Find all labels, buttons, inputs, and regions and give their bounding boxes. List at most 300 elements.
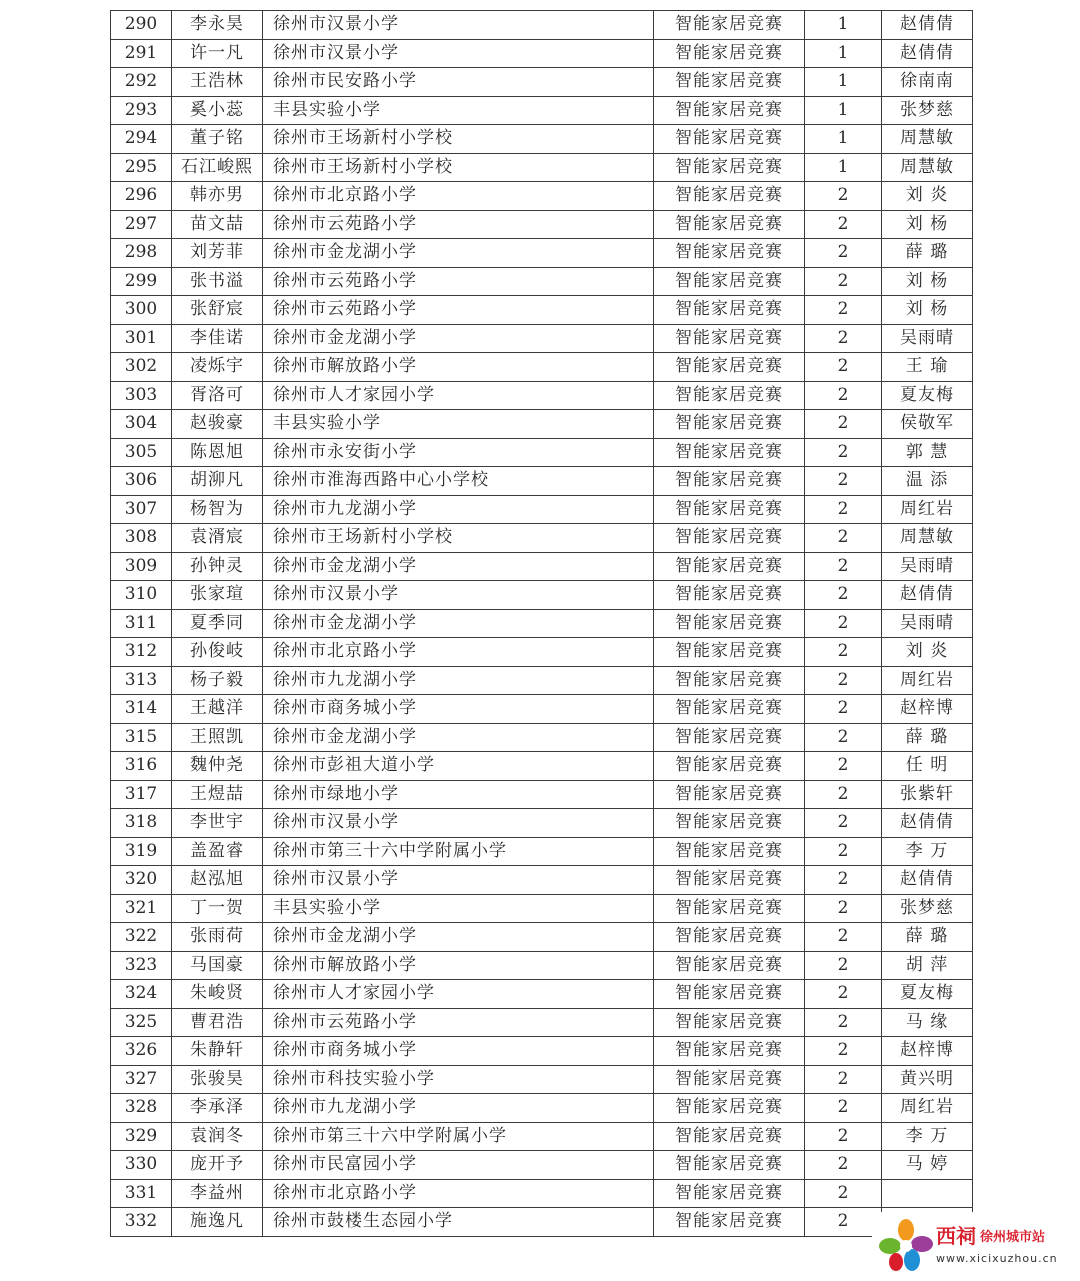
student-name-cell: 孙俊岐 <box>172 638 263 667</box>
event-name-cell: 智能家居竞赛 <box>654 894 805 923</box>
table-row <box>111 894 973 923</box>
student-name-cell: 李益州 <box>172 1179 263 1208</box>
prize-level-cell: 2 <box>805 267 882 296</box>
prize-level-cell: 2 <box>805 609 882 638</box>
table-row <box>111 552 973 581</box>
table-row <box>111 1179 973 1208</box>
table-row <box>111 666 973 695</box>
row-number-cell: 323 <box>111 951 172 980</box>
table-row <box>111 1065 973 1094</box>
row-number-cell: 330 <box>111 1151 172 1180</box>
school-name-cell: 徐州市北京路小学 <box>263 1179 654 1208</box>
school-name-cell: 徐州市商务城小学 <box>263 1037 654 1066</box>
student-name-cell: 魏仲尧 <box>172 752 263 781</box>
student-name-cell: 张家瑄 <box>172 581 263 610</box>
teacher-name-cell: 吴雨晴 <box>882 609 973 638</box>
student-name-cell: 曹君浩 <box>172 1008 263 1037</box>
row-number-cell: 300 <box>111 296 172 325</box>
event-name-cell: 智能家居竞赛 <box>654 1151 805 1180</box>
teacher-name-cell: 赵梓博 <box>882 695 973 724</box>
event-name-cell: 智能家居竞赛 <box>654 381 805 410</box>
table-row <box>111 324 973 353</box>
student-name-cell: 石江峻熙 <box>172 153 263 182</box>
event-name-cell: 智能家居竞赛 <box>654 239 805 268</box>
row-number-cell: 296 <box>111 182 172 211</box>
school-name-cell: 徐州市九龙湖小学 <box>263 666 654 695</box>
prize-level-cell: 2 <box>805 866 882 895</box>
school-name-cell: 徐州市金龙湖小学 <box>263 723 654 752</box>
event-name-cell: 智能家居竞赛 <box>654 410 805 439</box>
school-name-cell: 徐州市永安街小学 <box>263 438 654 467</box>
student-name-cell: 王照凯 <box>172 723 263 752</box>
table-row <box>111 495 973 524</box>
event-name-cell: 智能家居竞赛 <box>654 153 805 182</box>
event-name-cell: 智能家居竞赛 <box>654 1122 805 1151</box>
teacher-name-cell: 侯敬军 <box>882 410 973 439</box>
prize-level-cell: 2 <box>805 381 882 410</box>
table-row <box>111 1208 973 1237</box>
table-row <box>111 11 973 40</box>
row-number-cell: 292 <box>111 68 172 97</box>
table-body <box>111 11 973 1237</box>
school-name-cell: 徐州市九龙湖小学 <box>263 1094 654 1123</box>
row-number-cell: 331 <box>111 1179 172 1208</box>
prize-level-cell: 2 <box>805 438 882 467</box>
school-name-cell: 徐州市金龙湖小学 <box>263 923 654 952</box>
row-number-cell: 332 <box>111 1208 172 1237</box>
table-row <box>111 695 973 724</box>
prize-level-cell: 2 <box>805 1208 882 1237</box>
prize-level-cell: 2 <box>805 638 882 667</box>
event-name-cell: 智能家居竞赛 <box>654 353 805 382</box>
teacher-name-cell: 周红岩 <box>882 666 973 695</box>
student-name-cell: 奚小蕊 <box>172 96 263 125</box>
prize-level-cell: 2 <box>805 1122 882 1151</box>
row-number-cell: 326 <box>111 1037 172 1066</box>
student-name-cell: 夏季同 <box>172 609 263 638</box>
teacher-name-cell: 吴雨晴 <box>882 552 973 581</box>
school-name-cell: 徐州市王场新村小学校 <box>263 524 654 553</box>
event-name-cell: 智能家居竞赛 <box>654 723 805 752</box>
prize-level-cell: 2 <box>805 1151 882 1180</box>
prize-level-cell: 2 <box>805 752 882 781</box>
prize-level-cell: 2 <box>805 923 882 952</box>
row-number-cell: 298 <box>111 239 172 268</box>
student-name-cell: 王越洋 <box>172 695 263 724</box>
table-row <box>111 524 973 553</box>
table-row <box>111 1094 973 1123</box>
teacher-name-cell: 周红岩 <box>882 1094 973 1123</box>
table-row <box>111 951 973 980</box>
school-name-cell: 徐州市汉景小学 <box>263 809 654 838</box>
table-row <box>111 125 973 154</box>
row-number-cell: 319 <box>111 837 172 866</box>
table-row <box>111 837 973 866</box>
event-name-cell: 智能家居竞赛 <box>654 11 805 40</box>
student-name-cell: 张舒宸 <box>172 296 263 325</box>
event-name-cell: 智能家居竞赛 <box>654 68 805 97</box>
teacher-name-cell: 刘 杨 <box>882 210 973 239</box>
school-name-cell: 徐州市王场新村小学校 <box>263 125 654 154</box>
teacher-name-cell: 赵倩倩 <box>882 809 973 838</box>
student-name-cell: 苗文喆 <box>172 210 263 239</box>
school-name-cell: 徐州市金龙湖小学 <box>263 239 654 268</box>
prize-level-cell: 2 <box>805 666 882 695</box>
school-name-cell: 徐州市民富园小学 <box>263 1151 654 1180</box>
prize-level-cell: 2 <box>805 1008 882 1037</box>
table-row <box>111 581 973 610</box>
teacher-name-cell: 薛 璐 <box>882 723 973 752</box>
event-name-cell: 智能家居竞赛 <box>654 809 805 838</box>
table-row <box>111 723 973 752</box>
school-name-cell: 徐州市淮海西路中心小学校 <box>263 467 654 496</box>
table-row <box>111 182 973 211</box>
prize-level-cell: 1 <box>805 153 882 182</box>
teacher-name-cell: 夏友梅 <box>882 980 973 1009</box>
watermark-url: www.xicixuzhou.cn <box>936 1252 1058 1265</box>
row-number-cell: 293 <box>111 96 172 125</box>
row-number-cell: 299 <box>111 267 172 296</box>
teacher-name-cell: 张梦慈 <box>882 96 973 125</box>
event-name-cell: 智能家居竞赛 <box>654 638 805 667</box>
table-row <box>111 809 973 838</box>
teacher-name-cell: 周慧敏 <box>882 524 973 553</box>
teacher-name-cell <box>882 1179 973 1208</box>
row-number-cell: 314 <box>111 695 172 724</box>
row-number-cell: 303 <box>111 381 172 410</box>
prize-level-cell: 1 <box>805 96 882 125</box>
student-name-cell: 王浩林 <box>172 68 263 97</box>
event-name-cell: 智能家居竞赛 <box>654 923 805 952</box>
student-name-cell: 李承泽 <box>172 1094 263 1123</box>
prize-level-cell: 2 <box>805 723 882 752</box>
event-name-cell: 智能家居竞赛 <box>654 495 805 524</box>
event-name-cell: 智能家居竞赛 <box>654 780 805 809</box>
school-name-cell: 徐州市彭祖大道小学 <box>263 752 654 781</box>
school-name-cell: 徐州市九龙湖小学 <box>263 495 654 524</box>
student-name-cell: 张雨荷 <box>172 923 263 952</box>
row-number-cell: 304 <box>111 410 172 439</box>
school-name-cell: 徐州市解放路小学 <box>263 353 654 382</box>
student-name-cell: 王煜喆 <box>172 780 263 809</box>
prize-level-cell: 2 <box>805 296 882 325</box>
school-name-cell: 徐州市人才家园小学 <box>263 381 654 410</box>
student-name-cell: 张书溢 <box>172 267 263 296</box>
school-name-cell: 徐州市鼓楼生态园小学 <box>263 1208 654 1237</box>
school-name-cell: 丰县实验小学 <box>263 410 654 439</box>
student-name-cell: 朱峻贤 <box>172 980 263 1009</box>
teacher-name-cell: 李 万 <box>882 837 973 866</box>
teacher-name-cell: 赵梓博 <box>882 1037 973 1066</box>
school-name-cell: 徐州市云苑路小学 <box>263 267 654 296</box>
student-name-cell: 盖盈睿 <box>172 837 263 866</box>
prize-level-cell: 2 <box>805 210 882 239</box>
row-number-cell: 294 <box>111 125 172 154</box>
teacher-name-cell: 周红岩 <box>882 495 973 524</box>
event-name-cell: 智能家居竞赛 <box>654 524 805 553</box>
student-name-cell: 赵骏豪 <box>172 410 263 439</box>
teacher-name-cell: 张紫轩 <box>882 780 973 809</box>
row-number-cell: 320 <box>111 866 172 895</box>
teacher-name-cell: 刘 杨 <box>882 296 973 325</box>
row-number-cell: 305 <box>111 438 172 467</box>
award-list-table <box>110 10 973 1237</box>
prize-level-cell: 2 <box>805 467 882 496</box>
student-name-cell: 赵泓旭 <box>172 866 263 895</box>
event-name-cell: 智能家居竞赛 <box>654 182 805 211</box>
table-row <box>111 296 973 325</box>
teacher-name-cell: 赵倩倩 <box>882 39 973 68</box>
student-name-cell: 袁湑宸 <box>172 524 263 553</box>
row-number-cell: 315 <box>111 723 172 752</box>
row-number-cell: 327 <box>111 1065 172 1094</box>
table-row <box>111 980 973 1009</box>
event-name-cell: 智能家居竞赛 <box>654 951 805 980</box>
prize-level-cell: 2 <box>805 780 882 809</box>
student-name-cell: 胡泖凡 <box>172 467 263 496</box>
school-name-cell: 丰县实验小学 <box>263 96 654 125</box>
teacher-name-cell: 赵倩倩 <box>882 866 973 895</box>
event-name-cell: 智能家居竞赛 <box>654 324 805 353</box>
school-name-cell: 徐州市北京路小学 <box>263 638 654 667</box>
table-row <box>111 866 973 895</box>
table-row <box>111 210 973 239</box>
table-row <box>111 638 973 667</box>
prize-level-cell: 2 <box>805 524 882 553</box>
row-number-cell: 306 <box>111 467 172 496</box>
student-name-cell: 许一凡 <box>172 39 263 68</box>
teacher-name-cell: 刘 炎 <box>882 182 973 211</box>
event-name-cell: 智能家居竞赛 <box>654 552 805 581</box>
row-number-cell: 309 <box>111 552 172 581</box>
student-name-cell: 李永昊 <box>172 11 263 40</box>
event-name-cell: 智能家居竞赛 <box>654 1008 805 1037</box>
row-number-cell: 291 <box>111 39 172 68</box>
event-name-cell: 智能家居竞赛 <box>654 96 805 125</box>
teacher-name-cell: 赵倩倩 <box>882 11 973 40</box>
prize-level-cell: 2 <box>805 495 882 524</box>
school-name-cell: 徐州市人才家园小学 <box>263 980 654 1009</box>
row-number-cell: 316 <box>111 752 172 781</box>
event-name-cell: 智能家居竞赛 <box>654 695 805 724</box>
row-number-cell: 324 <box>111 980 172 1009</box>
row-number-cell: 325 <box>111 1008 172 1037</box>
teacher-name-cell: 徐南南 <box>882 68 973 97</box>
row-number-cell: 290 <box>111 11 172 40</box>
prize-level-cell: 1 <box>805 68 882 97</box>
row-number-cell: 308 <box>111 524 172 553</box>
row-number-cell: 317 <box>111 780 172 809</box>
event-name-cell: 智能家居竞赛 <box>654 666 805 695</box>
student-name-cell: 李佳诺 <box>172 324 263 353</box>
school-name-cell: 徐州市云苑路小学 <box>263 296 654 325</box>
table-row <box>111 923 973 952</box>
row-number-cell: 302 <box>111 353 172 382</box>
student-name-cell: 丁一贺 <box>172 894 263 923</box>
event-name-cell: 智能家居竞赛 <box>654 581 805 610</box>
teacher-name-cell: 吴雨晴 <box>882 324 973 353</box>
table-row <box>111 467 973 496</box>
school-name-cell: 徐州市第三十六中学附属小学 <box>263 1122 654 1151</box>
event-name-cell: 智能家居竞赛 <box>654 980 805 1009</box>
teacher-name-cell: 任 明 <box>882 752 973 781</box>
school-name-cell: 徐州市科技实验小学 <box>263 1065 654 1094</box>
event-name-cell: 智能家居竞赛 <box>654 296 805 325</box>
teacher-name-cell: 温 添 <box>882 467 973 496</box>
school-name-cell: 徐州市绿地小学 <box>263 780 654 809</box>
event-name-cell: 智能家居竞赛 <box>654 1037 805 1066</box>
teacher-name-cell: 薛 璐 <box>882 923 973 952</box>
student-name-cell: 杨智为 <box>172 495 263 524</box>
student-name-cell: 陈恩旭 <box>172 438 263 467</box>
prize-level-cell: 2 <box>805 239 882 268</box>
event-name-cell: 智能家居竞赛 <box>654 467 805 496</box>
student-name-cell: 孙钟灵 <box>172 552 263 581</box>
school-name-cell: 徐州市金龙湖小学 <box>263 324 654 353</box>
table-row <box>111 1151 973 1180</box>
row-number-cell: 313 <box>111 666 172 695</box>
school-name-cell: 徐州市北京路小学 <box>263 182 654 211</box>
prize-level-cell: 2 <box>805 1037 882 1066</box>
row-number-cell: 295 <box>111 153 172 182</box>
student-name-cell: 董子铭 <box>172 125 263 154</box>
event-name-cell: 智能家居竞赛 <box>654 125 805 154</box>
prize-level-cell: 2 <box>805 182 882 211</box>
table-row <box>111 752 973 781</box>
prize-level-cell: 2 <box>805 980 882 1009</box>
event-name-cell: 智能家居竞赛 <box>654 1208 805 1237</box>
event-name-cell: 智能家居竞赛 <box>654 752 805 781</box>
school-name-cell: 徐州市云苑路小学 <box>263 1008 654 1037</box>
student-name-cell: 刘芳菲 <box>172 239 263 268</box>
xici-watermark <box>872 1212 1080 1281</box>
table-row <box>111 39 973 68</box>
event-name-cell: 智能家居竞赛 <box>654 210 805 239</box>
row-number-cell: 318 <box>111 809 172 838</box>
teacher-name-cell: 李 万 <box>882 1122 973 1151</box>
row-number-cell: 322 <box>111 923 172 952</box>
row-number-cell: 301 <box>111 324 172 353</box>
event-name-cell: 智能家居竞赛 <box>654 837 805 866</box>
row-number-cell: 312 <box>111 638 172 667</box>
prize-level-cell: 1 <box>805 11 882 40</box>
prize-level-cell: 2 <box>805 809 882 838</box>
teacher-name-cell: 刘 杨 <box>882 267 973 296</box>
table-row <box>111 353 973 382</box>
table-row <box>111 438 973 467</box>
prize-level-cell: 1 <box>805 39 882 68</box>
row-number-cell: 329 <box>111 1122 172 1151</box>
student-name-cell: 凌烁宇 <box>172 353 263 382</box>
school-name-cell: 徐州市解放路小学 <box>263 951 654 980</box>
row-number-cell: 311 <box>111 609 172 638</box>
event-name-cell: 智能家居竞赛 <box>654 1094 805 1123</box>
student-name-cell: 袁润冬 <box>172 1122 263 1151</box>
prize-level-cell: 2 <box>805 353 882 382</box>
row-number-cell: 297 <box>111 210 172 239</box>
teacher-name-cell: 周慧敏 <box>882 153 973 182</box>
table-row <box>111 267 973 296</box>
watermark-brand: 西祠 <box>936 1224 976 1248</box>
table-row <box>111 410 973 439</box>
prize-level-cell: 2 <box>805 837 882 866</box>
row-number-cell: 328 <box>111 1094 172 1123</box>
teacher-name-cell: 郭 慧 <box>882 438 973 467</box>
school-name-cell: 徐州市金龙湖小学 <box>263 609 654 638</box>
table-row <box>111 1122 973 1151</box>
table-row <box>111 1008 973 1037</box>
school-name-cell: 丰县实验小学 <box>263 894 654 923</box>
table-row <box>111 239 973 268</box>
table-row <box>111 96 973 125</box>
event-name-cell: 智能家居竞赛 <box>654 39 805 68</box>
prize-level-cell: 2 <box>805 1065 882 1094</box>
teacher-name-cell: 周慧敏 <box>882 125 973 154</box>
student-name-cell: 马国豪 <box>172 951 263 980</box>
school-name-cell: 徐州市金龙湖小学 <box>263 552 654 581</box>
prize-level-cell: 2 <box>805 324 882 353</box>
table-row <box>111 381 973 410</box>
teacher-name-cell: 黄兴明 <box>882 1065 973 1094</box>
prize-level-cell: 2 <box>805 552 882 581</box>
event-name-cell: 智能家居竞赛 <box>654 609 805 638</box>
teacher-name-cell: 刘 炎 <box>882 638 973 667</box>
school-name-cell: 徐州市第三十六中学附属小学 <box>263 837 654 866</box>
table-row <box>111 1037 973 1066</box>
event-name-cell: 智能家居竞赛 <box>654 1179 805 1208</box>
prize-level-cell: 2 <box>805 410 882 439</box>
school-name-cell: 徐州市汉景小学 <box>263 39 654 68</box>
row-number-cell: 307 <box>111 495 172 524</box>
school-name-cell: 徐州市汉景小学 <box>263 581 654 610</box>
teacher-name-cell: 张梦慈 <box>882 894 973 923</box>
event-name-cell: 智能家居竞赛 <box>654 267 805 296</box>
row-number-cell: 321 <box>111 894 172 923</box>
teacher-name-cell: 马 缘 <box>882 1008 973 1037</box>
student-name-cell: 胥洛可 <box>172 381 263 410</box>
student-name-cell: 杨子毅 <box>172 666 263 695</box>
prize-level-cell: 2 <box>805 894 882 923</box>
table-row <box>111 68 973 97</box>
school-name-cell: 徐州市王场新村小学校 <box>263 153 654 182</box>
watermark-site-name: 徐州城市站 <box>980 1230 1046 1245</box>
xici-flower-logo-icon <box>878 1216 934 1276</box>
table-row <box>111 780 973 809</box>
student-name-cell: 朱静轩 <box>172 1037 263 1066</box>
teacher-name-cell: 马 婷 <box>882 1151 973 1180</box>
school-name-cell: 徐州市民安路小学 <box>263 68 654 97</box>
teacher-name-cell: 赵倩倩 <box>882 581 973 610</box>
student-name-cell: 施逸凡 <box>172 1208 263 1237</box>
event-name-cell: 智能家居竞赛 <box>654 438 805 467</box>
prize-level-cell: 2 <box>805 581 882 610</box>
table-row <box>111 609 973 638</box>
teacher-name-cell: 夏友梅 <box>882 381 973 410</box>
student-name-cell: 李世宇 <box>172 809 263 838</box>
table-row <box>111 153 973 182</box>
teacher-name-cell: 薛 璐 <box>882 239 973 268</box>
school-name-cell: 徐州市汉景小学 <box>263 866 654 895</box>
student-name-cell: 庞开予 <box>172 1151 263 1180</box>
prize-level-cell: 2 <box>805 1094 882 1123</box>
row-number-cell: 310 <box>111 581 172 610</box>
teacher-name-cell: 王 瑜 <box>882 353 973 382</box>
event-name-cell: 智能家居竞赛 <box>654 1065 805 1094</box>
event-name-cell: 智能家居竞赛 <box>654 866 805 895</box>
teacher-name-cell: 胡 萍 <box>882 951 973 980</box>
prize-level-cell: 1 <box>805 125 882 154</box>
school-name-cell: 徐州市云苑路小学 <box>263 210 654 239</box>
